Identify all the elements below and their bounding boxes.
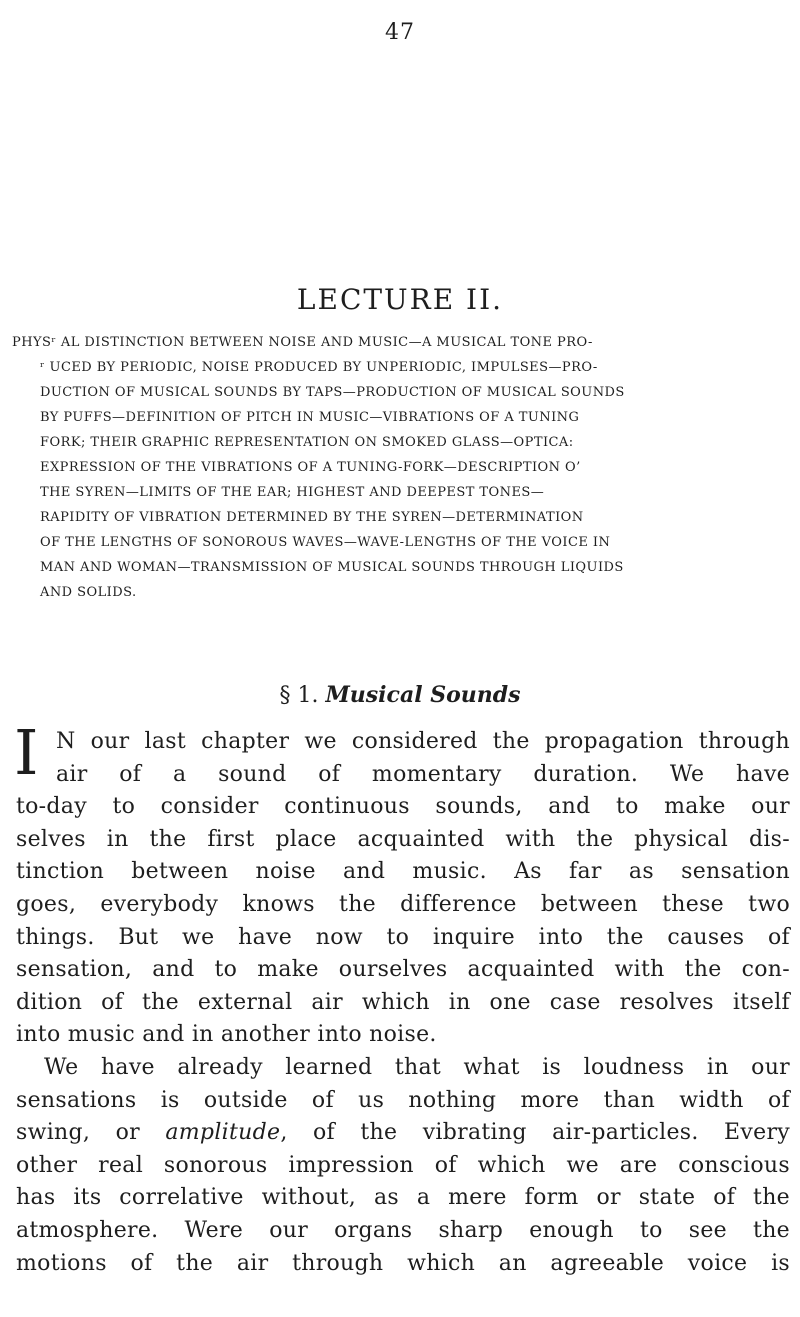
- lecture-summary: [12, 330, 788, 605]
- summary-line: PHYSʳ AL DISTINCTION BETWEEN NOISE AND MUSIC—A MUSICAL TONE PRO-: [12, 335, 593, 350]
- summary-line: THE SYREN—LIMITS OF THE EAR; HIGHEST AND DEEPEST TONES—: [40, 485, 545, 500]
- body-line: We have already learned that what is loudness in our: [44, 1054, 790, 1080]
- body-line: things. But we have now to inquire into the causes of: [16, 924, 790, 950]
- summary-line: EXPRESSION OF THE VIBRATIONS OF A TUNING-FORK—DESCRIPTION O’: [40, 460, 581, 475]
- summary-line: DUCTION OF MUSICAL SOUNDS BY TAPS—PRODUCTION OF MUSICAL SOUNDS: [40, 385, 625, 400]
- body-line: selves in the first place acquainted with the physical dis-: [16, 826, 790, 852]
- summary-line: BY PUFFS—DEFINITION OF PITCH IN MUSIC—VIBRATIONS OF A TUNING: [40, 410, 580, 425]
- body-text: [16, 726, 790, 1280]
- section-title: Musical Sounds: [325, 682, 521, 708]
- drop-cap: I: [14, 716, 39, 789]
- summary-line: OF THE LENGTHS OF SONOROUS WAVES—WAVE-LENGTHS OF THE VOICE IN: [40, 535, 611, 550]
- summary-line: AND SOLIDS.: [40, 585, 137, 600]
- body-text-fragment: swing, or: [16, 1120, 166, 1146]
- body-line-amplitude: [16, 1117, 790, 1150]
- summary-line: RAPIDITY OF VIBRATION DETERMINED BY THE SYREN—DETERMINATION: [40, 510, 584, 525]
- body-line: into music and in another into noise.: [16, 1022, 437, 1048]
- body-text-fragment: , of the vibrating air-particles. Every: [280, 1120, 790, 1146]
- page-number: 47: [385, 20, 415, 45]
- body-line: to-day to consider continuous sounds, and to make our: [16, 794, 790, 820]
- body-line: N our last chapter we considered the propagation through: [56, 729, 790, 754]
- body-line: motions of the air through which an agreeable voice is: [16, 1250, 790, 1276]
- body-line: other real sonorous impression of which we are conscious: [16, 1152, 790, 1178]
- body-line: atmosphere. Were our organs sharp enough to see the: [16, 1217, 790, 1243]
- lecture-title: LECTURE II.: [296, 283, 504, 316]
- section-heading: [0, 682, 800, 708]
- body-line: dition of the external air which in one case resolves itself: [16, 989, 790, 1015]
- summary-line: FORK; THEIR GRAPHIC REPRESENTATION ON SMOKED GLASS—OPTICA:: [40, 435, 574, 450]
- section-number: § 1.: [279, 683, 319, 708]
- summary-line: ʳ UCED BY PERIODIC, NOISE PRODUCED BY UNPERIODIC, IMPULSES—PRO-: [40, 360, 598, 375]
- summary-line: MAN AND WOMAN—TRANSMISSION OF MUSICAL SOUNDS THROUGH LIQUIDS: [40, 560, 624, 575]
- amplitude-term: amplitude: [165, 1120, 281, 1146]
- body-line: has its correlative without, as a mere form or state of the: [16, 1185, 790, 1211]
- body-line: sensations is outside of us nothing more than width of: [16, 1087, 790, 1113]
- body-line: sensation, and to make ourselves acquainted with the con-: [16, 957, 790, 983]
- body-line: air of a sound of momentary duration. We have: [56, 761, 790, 787]
- body-line: tinction between noise and music. As far as sensation: [16, 859, 790, 885]
- body-line: goes, everybody knows the difference between these two: [16, 891, 790, 917]
